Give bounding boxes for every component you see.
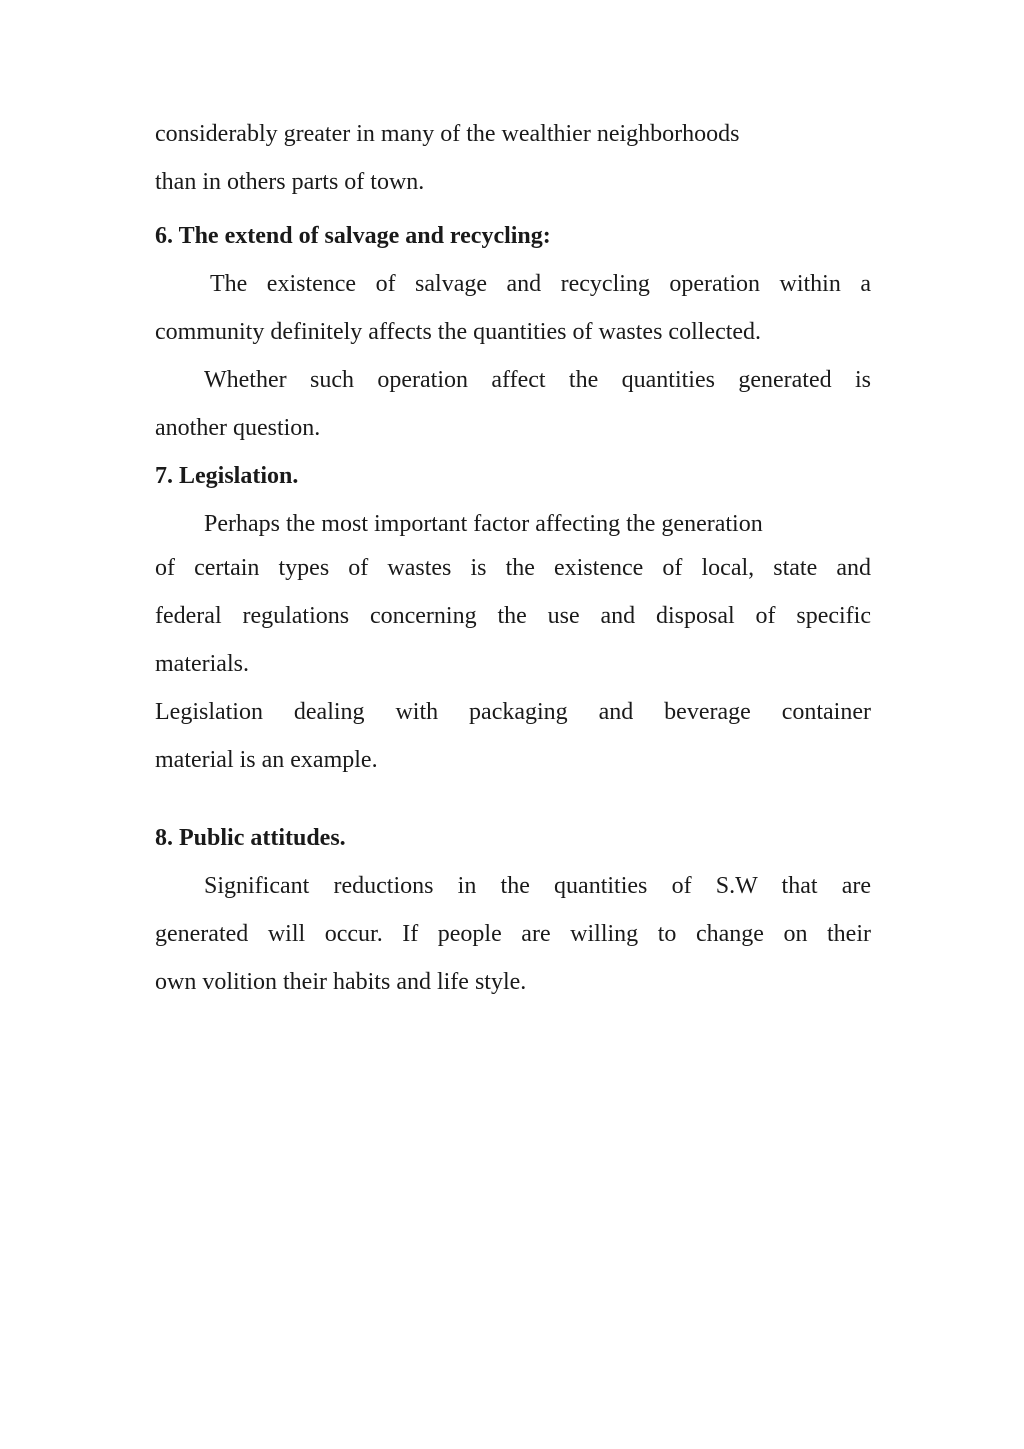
page-content — [155, 110, 871, 1006]
section-7-para1-line-2: of certain types of wastes is the existence of local, state and — [155, 555, 871, 581]
section-6-para1-line-2: community definitely affects the quantities of wastes collected. — [155, 319, 762, 345]
section-8-para1-line-2: generated will occur. If people are willing to change on their — [155, 921, 871, 947]
section-6-para1-line-1: The existence of salvage and recycling operation within a — [210, 271, 871, 297]
section-7-para2-line-2: material is an example. — [155, 747, 378, 773]
section-8-para1-line-1: Significant reductions in the quantities of S.W that are — [204, 873, 871, 899]
section-7-para2-line-1: Legislation dealing with packaging and beverage container — [155, 699, 871, 725]
section-7-para1-line-4: materials. — [155, 651, 249, 677]
intro-line-2: than in others parts of town. — [155, 169, 425, 195]
section-7-para1-line-3: federal regulations concerning the use and disposal of specific — [155, 603, 871, 629]
section-8-heading: 8. Public attitudes. — [155, 825, 346, 851]
section-6-heading: 6. The extend of salvage and recycling: — [155, 223, 551, 249]
intro-line-1: considerably greater in many of the wealthier neighborhoods — [155, 121, 740, 147]
section-7-para1-line-1: Perhaps the most important factor affecting the generation — [204, 511, 763, 537]
section-6-para2-line-1: Whether such operation affect the quantities generated is — [204, 367, 871, 393]
section-6-para2-line-2: another question. — [155, 415, 321, 441]
section-8-para1-line-3: own volition their habits and life style. — [155, 969, 527, 995]
section-spacer — [155, 784, 871, 814]
section-7-heading: 7. Legislation. — [155, 463, 299, 489]
